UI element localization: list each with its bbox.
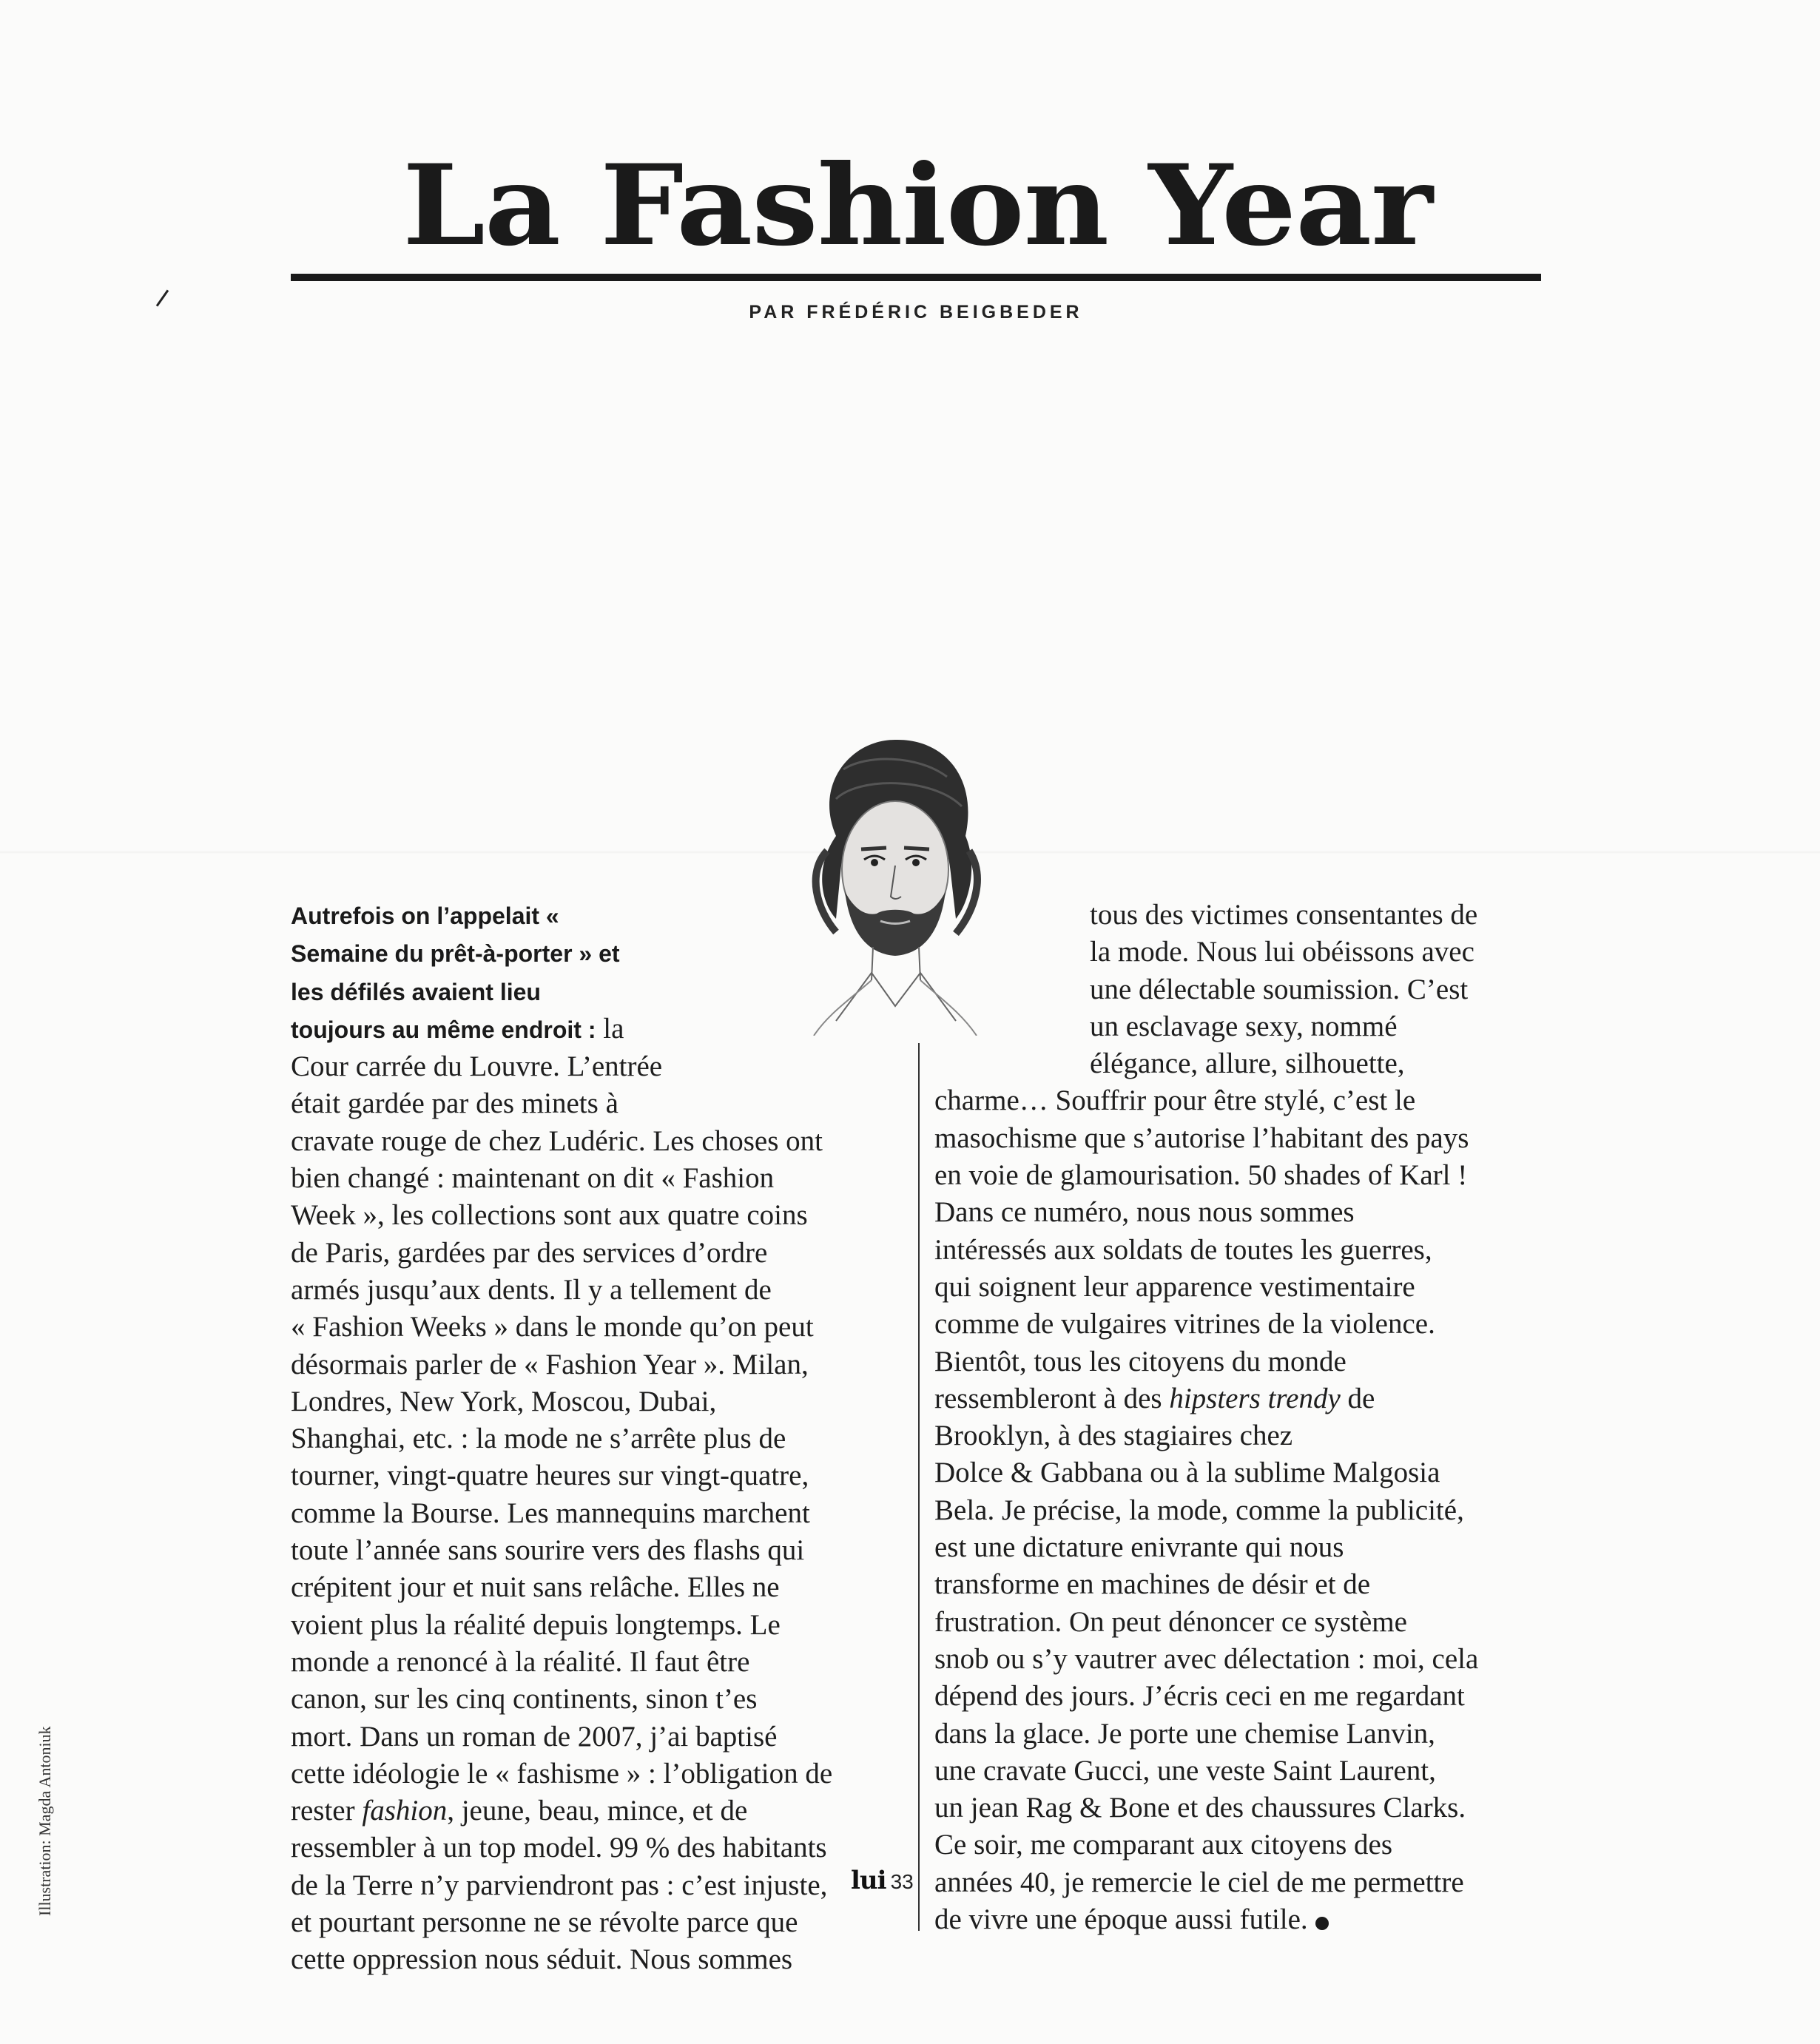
body-line: qui soignent leur apparence vestimentaire	[934, 1270, 1415, 1303]
body-text: ressembleront à des	[934, 1382, 1170, 1414]
column-divider	[918, 1043, 920, 1931]
body-line: la mode. Nous lui obéissons avec	[1090, 936, 1474, 968]
title-rule	[291, 274, 1541, 281]
body-line	[934, 1901, 1548, 1938]
italic-word: fashion	[362, 1795, 448, 1827]
article-column-right	[934, 897, 1548, 1938]
body-text: rester	[291, 1795, 363, 1827]
page-number: 33	[890, 1870, 914, 1893]
body-line: canon, sur les cinq continents, sinon t’es	[291, 1683, 758, 1716]
body-line: et pourtant personne ne se révolte parce que	[291, 1906, 798, 1939]
body-text: de	[1340, 1382, 1375, 1414]
body-line: transforme en machines de désir et de	[934, 1568, 1371, 1601]
body-line	[291, 1792, 906, 1829]
body-line	[934, 1380, 1548, 1417]
end-of-article-bullet-icon	[1315, 1917, 1329, 1930]
italic-phrase: hipsters trendy	[1169, 1382, 1341, 1414]
body-line: Cour carrée du Louvre. L’entrée	[291, 1050, 663, 1083]
body-line: comme la Bourse. Les mannequins marchent	[291, 1497, 810, 1529]
body-line: masochisme que s’autorise l’habitant des pays	[934, 1121, 1469, 1154]
body-line: désormais parler de « Fashion Year ». Milan,	[291, 1348, 809, 1380]
pen-mark	[156, 289, 169, 306]
body-line: de la Terre n’y parviendront pas : c’est injuste,	[291, 1869, 828, 1901]
body-line: un jean Rag & Bone et des chaussures Clarks.	[934, 1792, 1466, 1824]
body-line: Bientôt, tous les citoyens du monde	[934, 1345, 1347, 1377]
body-line: crépitent jour et nuit sans relâche. Elles ne	[291, 1571, 780, 1604]
body-line: mort. Dans un roman de 2007, j’ai baptisé	[291, 1720, 778, 1753]
body-line: un esclavage sexy, nommé	[1090, 1010, 1398, 1042]
body-line: voient plus la réalité depuis longtemps. Le	[291, 1608, 781, 1641]
article-title: La Fashion Year	[402, 141, 1432, 271]
body-line: Week », les collections sont aux quatre coins	[291, 1199, 808, 1232]
illustration-credit: Illustration: Magda Antoniuk	[36, 1726, 54, 1916]
body-line: ressembler à un top model. 99 % des habitants	[291, 1832, 827, 1864]
body-text: de vivre une époque aussi futile.	[934, 1903, 1308, 1936]
body-line: bien changé : maintenant on dit « Fashion	[291, 1162, 775, 1195]
body-line: dans la glace. Je porte une chemise Lanvin,	[934, 1717, 1435, 1750]
body-line: frustration. On peut dénoncer ce système	[934, 1605, 1407, 1638]
magazine-logo: lui	[851, 1866, 886, 1895]
body-line: élégance, allure, silhouette,	[1090, 1048, 1405, 1080]
body-text: , jeune, beau, mince, et de	[447, 1795, 748, 1827]
body-line: snob ou s’y vautrer avec délectation : moi, cela	[934, 1642, 1479, 1675]
body-line: cravate rouge de chez Ludéric. Les choses ont	[291, 1124, 823, 1157]
body-line: Dolce & Gabbana ou à la sublime Malgosia	[934, 1457, 1440, 1489]
body-line: était gardée par des minets à	[291, 1087, 619, 1120]
body-line: comme de vulgaires vitrines de la violence.	[934, 1308, 1435, 1340]
body-line: une cravate Gucci, une veste Saint Laurent,	[934, 1754, 1436, 1787]
page-footer	[851, 1866, 914, 1895]
body-line: en voie de glamourisation. 50 shades of Karl !	[934, 1159, 1468, 1192]
body-line: armés jusqu’aux dents. Il y a tellement de	[291, 1273, 772, 1306]
body-line: Londres, New York, Moscou, Dubai,	[291, 1385, 717, 1417]
body-line: cette oppression nous séduit. Nous sommes	[291, 1943, 793, 1976]
portrait-wrap-space	[625, 897, 906, 1045]
article-column-left	[291, 897, 906, 1979]
body-line: Bela. Je précise, la mode, comme la publicité,	[934, 1494, 1464, 1526]
body-line: « Fashion Weeks » dans le monde qu’on peut	[291, 1311, 814, 1343]
body-line: monde a renoncé à la réalité. Il faut être	[291, 1645, 750, 1678]
body-line: tous des victimes consentantes de	[1090, 899, 1478, 931]
body-line: toute l’année sans sourire vers des flashs qui	[291, 1534, 805, 1567]
body-line: dépend des jours. J’écris ceci en me regardant	[934, 1680, 1465, 1713]
body-line: de Paris, gardées par des services d’ordre	[291, 1236, 768, 1269]
body-line: Shanghai, etc. : la mode ne s’arrête plus de	[291, 1423, 786, 1455]
body-line: intéressés aux soldats de toutes les guerres,	[934, 1233, 1432, 1266]
article-lead: Autrefois on l’appelait « Semaine du prêt-à-porter » et les défilés avaient lieu toujours au même endroit :	[291, 903, 620, 1043]
body-line: est une dictature enivrante qui nous	[934, 1531, 1344, 1564]
body-line: années 40, je remercie le ciel de me permettre	[934, 1866, 1464, 1898]
byline: PAR FRÉDÉRIC BEIGBEDER	[749, 302, 1083, 323]
body-line: la	[603, 1012, 624, 1045]
body-line: Dans ce numéro, nous nous sommes	[934, 1196, 1355, 1229]
body-line: tourner, vingt-quatre heures sur vingt-quatre,	[291, 1460, 809, 1492]
body-line: cette idéologie le « fashisme » : l’obligation de	[291, 1757, 833, 1790]
body-line: charme… Souffrir pour être stylé, c’est le	[934, 1085, 1416, 1117]
body-line: Brooklyn, à des stagiaires chez	[934, 1420, 1293, 1452]
portrait-wrap-space	[934, 897, 1090, 1074]
body-line: Ce soir, me comparant aux citoyens des	[934, 1829, 1393, 1861]
body-line: une délectable soumission. C’est	[1090, 973, 1469, 1005]
